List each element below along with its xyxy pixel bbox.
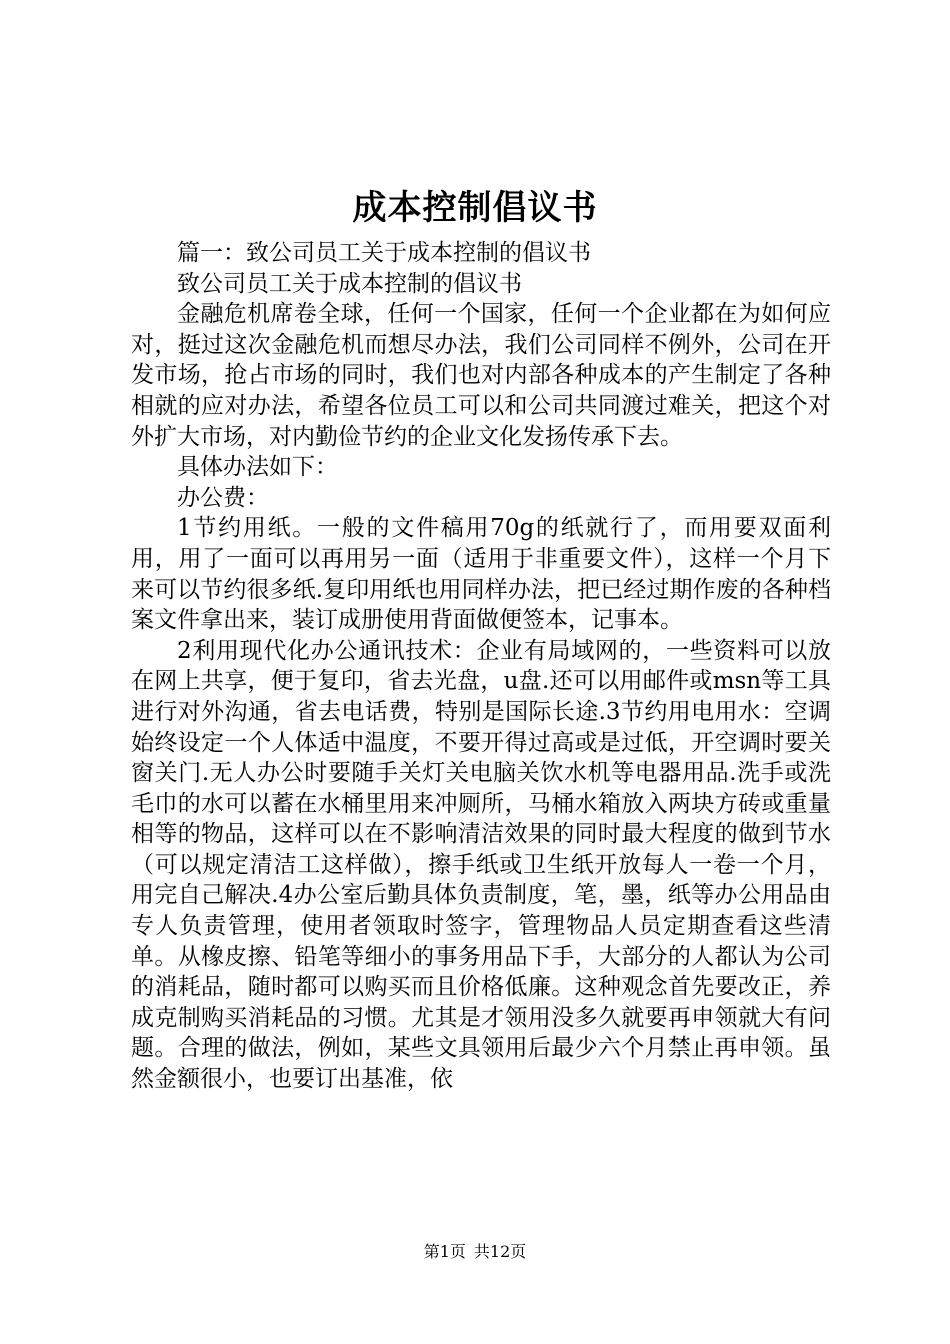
document-body	[131, 238, 831, 1095]
page-total: 共12页	[473, 1242, 527, 1261]
page-number: 第1页	[423, 1242, 466, 1261]
paragraph-item-2: 2利用现代化办公通讯技术：企业有局域网的，一些资料可以放在网上共享，便于复印，省去光盘，u盘.还可以用邮件或msn等工具进行对外沟通，省去电话费，特别是国际长途.3节约用电用水：空调始终设定一个人体适中温度，不要开得过高或是过低，开空调时要关窗关门.无人办公时要随手关灯关电脑关饮水机等电器用品.洗手或洗毛巾的水可以蓄在水桶里用来冲厕所，马桶水箱放入两块方砖或重量相等的物品，这样可以在不影响清洁效果的同时最大程度的做到节水（可以规定清洁工这样做），擦手纸或卫生纸开放每人一卷一个月，用完自己解决.4办公室后勤具体负责制度，笔，墨，纸等办公用品由专人负责管理，使用者领取时签字，管理物品人员定期查看这些清单。从橡皮擦、铅笔等细小的事务用品下手，大部分的人都认为公司的消耗品，随时都可以购买而且价格低廉。这种观念首先要改正，养成克制购买消耗品的习惯。尤其是才领用没多久就要再申领就大有问题。合理的做法，例如，某些文具领用后最少六个月禁止再申领。虽然金额很小，也要订出基准，依	[131, 637, 831, 1093]
page-footer	[0, 1240, 950, 1264]
paragraph-letter-title: 致公司员工关于成本控制的倡议书	[177, 270, 522, 297]
paragraph-item-1: 1节约用纸。一般的文件稿用70g的纸就行了，而用要双面利用，用了一面可以再用另一面（适用于非重要文件），这样一个月下来可以节约很多纸.复印用纸也用同样办法，把已经过期作废的各种档案文件拿出来，装订成册使用背面做便签本，记事本。	[131, 515, 831, 634]
paragraph-section-heading: 篇一：致公司员工关于成本控制的倡议书	[177, 240, 591, 266]
paragraph-intro: 金融危机席卷全球，任何一个国家，任何一个企业都在为如何应对，挺过这次金融危机而想尽办法，我们公司同样不例外，公司在开发市场，抢占市场的同时，我们也对内部各种成本的产生制定了各种相就的应对办法，希望各位员工可以和公司共同渡过难关，把这个对外扩大市场，对内勤俭节约的企业文化发扬传承下去。	[131, 301, 831, 450]
paragraph-office-expense-heading: 办公费：	[177, 484, 269, 511]
document-title: 成本控制倡议书	[352, 188, 598, 228]
paragraph-methods-heading: 具体办法如下：	[177, 454, 338, 481]
